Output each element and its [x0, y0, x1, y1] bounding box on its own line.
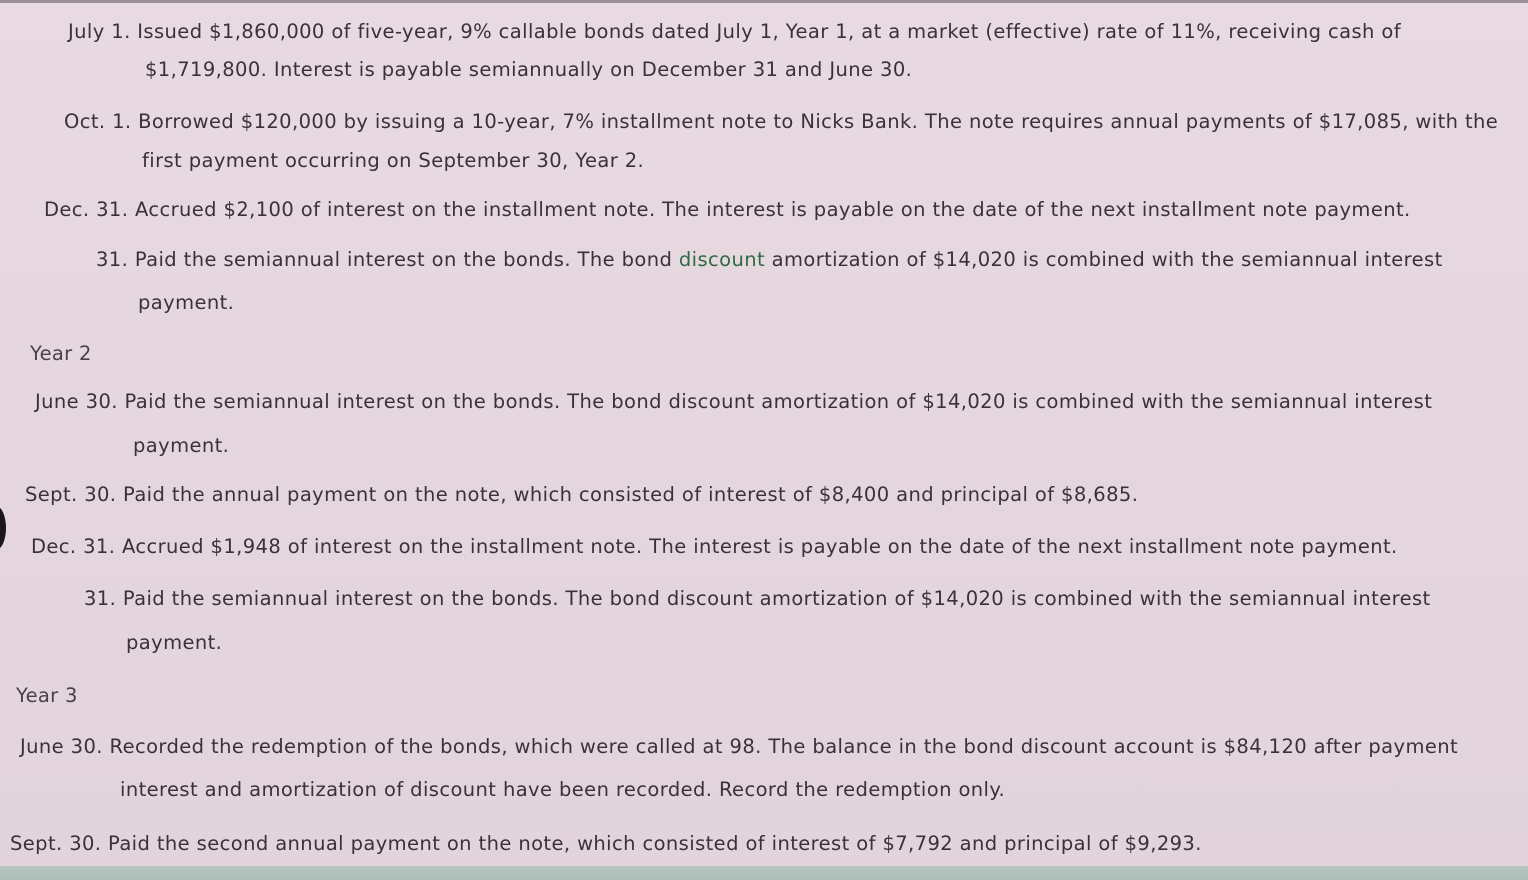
year-3-heading: Year 3 [16, 684, 78, 707]
entry-june-30-y3-line-2: interest and amortization of discount have been recorded. Record the redemption only. [120, 778, 1006, 801]
screen-bezel-shadow [0, 506, 6, 550]
entry-june-30-y3-line-1 [20, 735, 1458, 759]
entry-july-1-line-2: $1,719,800. Interest is payable semiannually on December 31 and June 30. [145, 58, 913, 81]
entry-date: 31. [96, 248, 129, 271]
entry-dec-31-accrual-y2-line-1 [31, 535, 1398, 559]
entry-june-30-line-1 [35, 390, 1432, 414]
entry-text: Paid the second annual payment on the note, which consisted of interest of $7,792 and principal of $9,293. [108, 832, 1202, 855]
entry-date: July 1. [68, 20, 131, 43]
entry-date: Dec. 31. [44, 198, 129, 221]
entry-july-1-line-1 [68, 20, 1401, 44]
entry-text: Paid the semiannual interest on the bonds. The bond discount amortization of $14,020 is combined with the semiannual interest [124, 390, 1433, 413]
entry-text: Paid the annual payment on the note, which consisted of interest of $8,400 and principal of $8,685. [123, 483, 1139, 506]
entry-dec-31-interest-y2-line-1 [84, 587, 1431, 611]
entry-text: Paid the semiannual interest on the bonds. The bond [134, 248, 673, 271]
bottom-edge-bar [0, 866, 1528, 880]
entry-text: Paid the semiannual interest on the bonds. The bond discount amortization of $14,020 is combined with the semiannual interest [122, 587, 1431, 610]
entry-date: June 30. [35, 390, 118, 413]
entry-text: Issued $1,860,000 of five-year, 9% callable bonds dated July 1, Year 1, at a market (effective) rate of 11%, receiving cash of [137, 20, 1401, 43]
discount-link[interactable]: discount [678, 248, 766, 271]
entry-date: Sept. 30. [25, 483, 117, 506]
entry-text: amortization of $14,020 is combined with the semiannual interest [771, 248, 1443, 271]
entry-date: Oct. 1. [64, 110, 132, 133]
entry-sept-30-line-1 [25, 483, 1138, 507]
entry-date: June 30. [20, 735, 103, 758]
top-edge-divider [0, 0, 1528, 3]
entry-dec-31-interest-y2-line-2: payment. [126, 631, 223, 654]
entry-text: Borrowed $120,000 by issuing a 10-year, 7% installment note to Nicks Bank. The note requires annual payments of $17,085, with the [138, 110, 1499, 133]
year-2-heading: Year 2 [30, 342, 92, 365]
entry-dec-31-interest-line-2: payment. [138, 291, 235, 314]
entry-oct-1-line-1 [64, 110, 1498, 134]
entry-date: Dec. 31. [31, 535, 116, 558]
entry-dec-31-interest-line-1 [96, 248, 1443, 272]
entry-oct-1-line-2: first payment occurring on September 30, Year 2. [142, 149, 645, 172]
entry-text: Accrued $1,948 of interest on the installment note. The interest is payable on the date of the next installment note payment. [121, 535, 1398, 558]
entry-date: 31. [84, 587, 117, 610]
entry-text: Accrued $2,100 of interest on the installment note. The interest is payable on the date of the next installment note payment. [134, 198, 1411, 221]
entry-june-30-line-2: payment. [133, 434, 230, 457]
entry-date: Sept. 30. [10, 832, 102, 855]
entry-sept-30-y3-line-1 [10, 832, 1202, 856]
entry-dec-31-accrual-line-1 [44, 198, 1411, 222]
entry-text: Recorded the redemption of the bonds, which were called at 98. The balance in the bond discount account is $84,120 after payment [109, 735, 1459, 758]
